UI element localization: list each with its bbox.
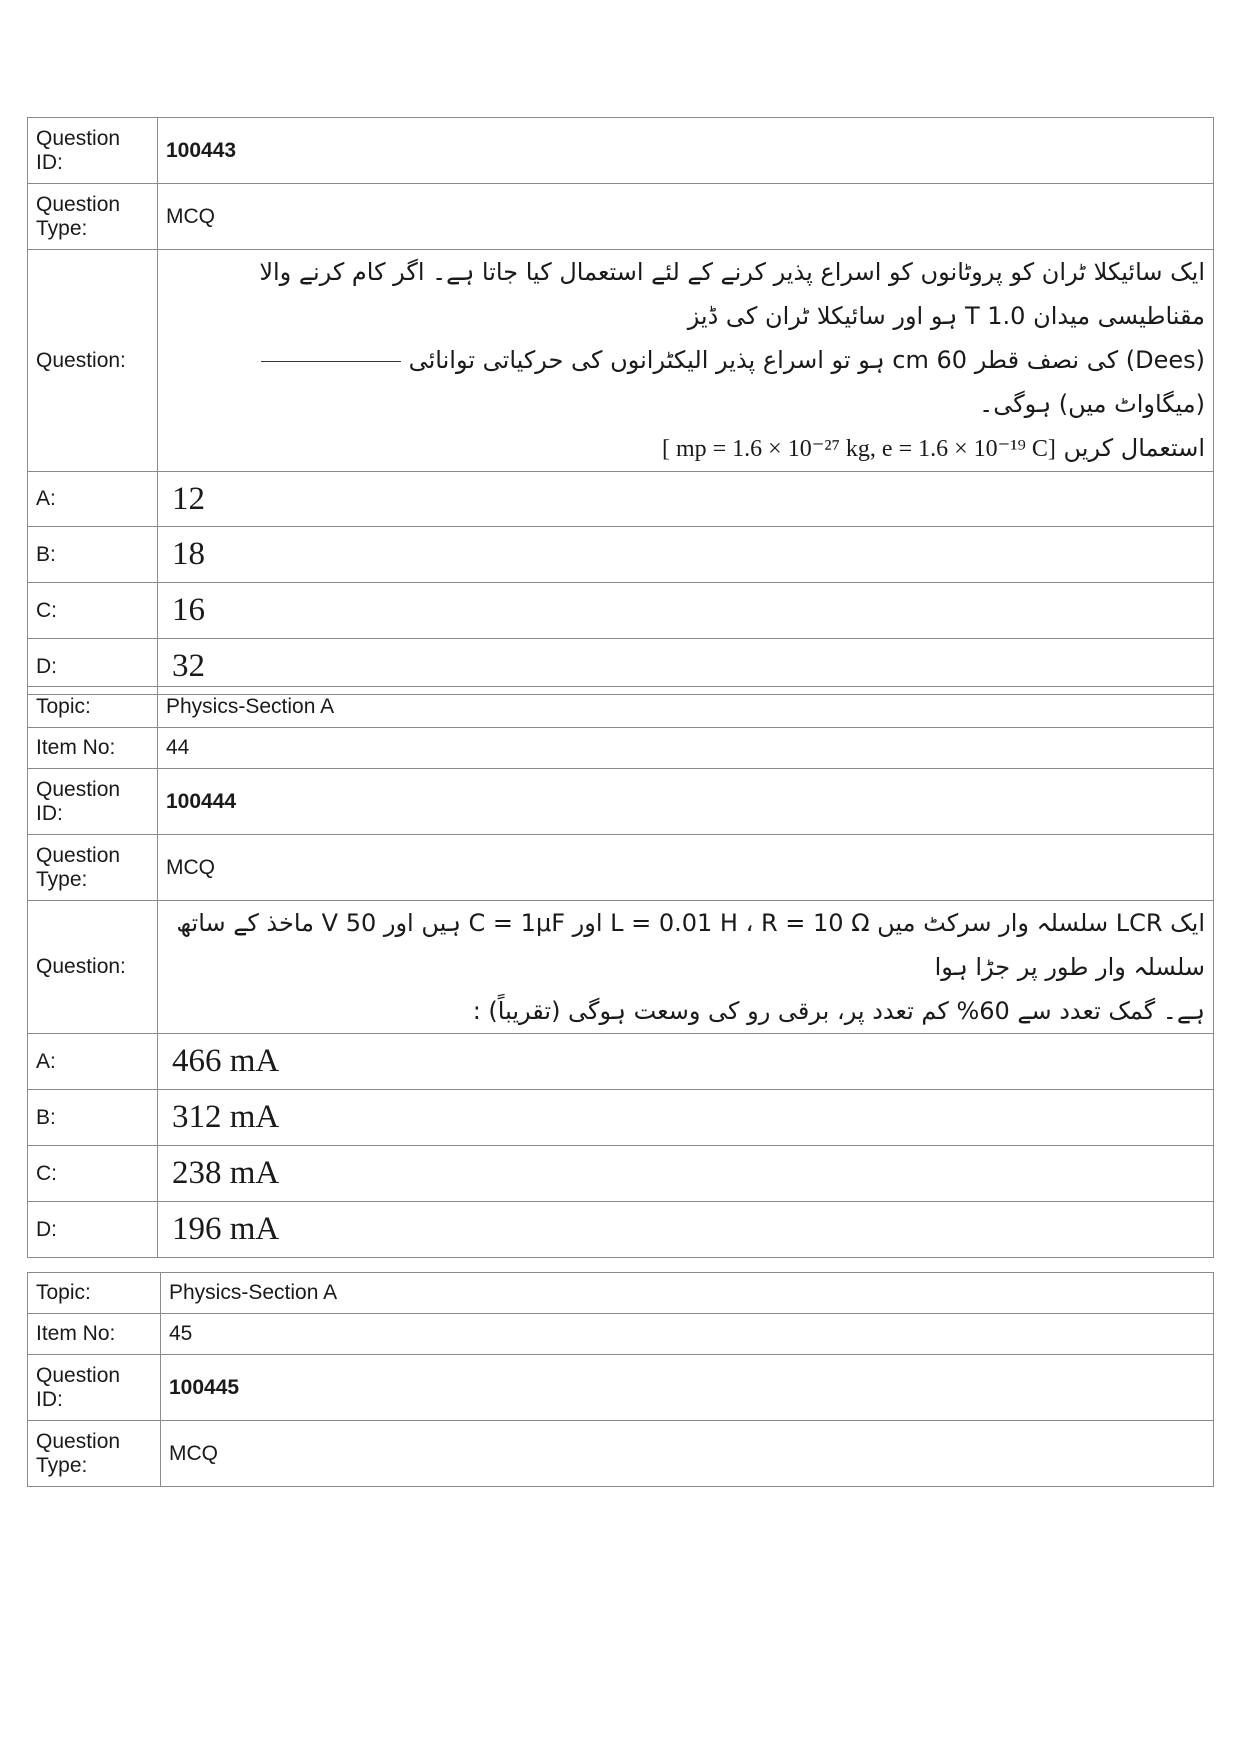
question-row (28, 901, 1214, 1034)
topic-row (28, 1273, 1214, 1314)
question-id-value: 100445 (161, 1355, 1214, 1421)
question-id-value: 100444 (158, 769, 1214, 835)
question-text (158, 250, 1214, 472)
option-label: A: (28, 472, 158, 527)
option-value: 16 (158, 583, 1214, 639)
question-type-row (28, 835, 1214, 901)
item-no-row (28, 728, 1214, 769)
question-row (28, 250, 1214, 472)
question-formula: [ mp = 1.6 × 10⁻²⁷ kg, e = 1.6 × 10⁻¹⁹ C] (661, 436, 1056, 462)
question-label: Question: (28, 901, 158, 1034)
question-type-label: Question Type: (28, 184, 158, 250)
option-value: 466 mA (158, 1034, 1214, 1090)
option-label: D: (28, 639, 158, 695)
topic-value: Physics-Section A (161, 1273, 1214, 1314)
topic-value: Physics-Section A (158, 687, 1214, 728)
question-type-value: MCQ (161, 1421, 1214, 1487)
question-id-value: 100443 (158, 118, 1214, 184)
option-row-c (28, 583, 1214, 639)
question-label: Question: (28, 250, 158, 472)
option-label: C: (28, 1146, 158, 1202)
topic-label: Topic: (28, 687, 158, 728)
topic-row (28, 687, 1214, 728)
question-text (158, 901, 1214, 1034)
option-label: B: (28, 1090, 158, 1146)
option-value: 18 (158, 527, 1214, 583)
option-value: 12 (158, 472, 1214, 527)
option-row-a (28, 1034, 1214, 1090)
question-line-2b: (میگاواٹ میں) ہوگی۔ (979, 390, 1205, 418)
option-value: 196 mA (158, 1202, 1214, 1258)
question-line-1: ایک سائیکلا ٹران کو پروٹانوں کو اسراع پذیر کرنے کے لئے استعمال کیا جاتا ہے۔ اگر کام کرنے والا مقناطیسی میدان 1.0 T ہو اور سائیکلا ٹران کی ڈیز (259, 258, 1205, 330)
option-label: A: (28, 1034, 158, 1090)
item-no-value: 45 (161, 1314, 1214, 1355)
question-type-label: Question Type: (28, 835, 158, 901)
option-value: 312 mA (158, 1090, 1214, 1146)
question-id-label: Question ID: (28, 118, 158, 184)
question-type-row (28, 184, 1214, 250)
topic-label: Topic: (28, 1273, 161, 1314)
question-line-2: ہے۔ گمک تعدد سے 60% کم تعدد پر، برقی رو کی وسعت ہوگی (تقریباً) : (472, 997, 1205, 1025)
question-line-2 (166, 338, 1205, 426)
item-no-row (28, 1314, 1214, 1355)
question-line-2a: (Dees) کی نصف قطر 60 cm ہو تو اسراع پذیر الیکٹرانوں کی حرکیاتی توانائی (408, 346, 1205, 374)
option-value: 32 (158, 639, 1214, 695)
option-row-a (28, 472, 1214, 527)
item-no-label: Item No: (28, 728, 158, 769)
question-id-label: Question ID: (28, 1355, 161, 1421)
option-label: B: (28, 527, 158, 583)
question-type-row (28, 1421, 1214, 1487)
question-id-row (28, 1355, 1214, 1421)
question-block-100444 (27, 686, 1214, 1258)
option-value: 238 mA (158, 1146, 1214, 1202)
item-no-value: 44 (158, 728, 1214, 769)
question-line-3 (166, 426, 1205, 471)
question-id-label: Question ID: (28, 769, 158, 835)
question-id-row (28, 769, 1214, 835)
question-line-1: ایک LCR سلسلہ وار سرکٹ میں L = 0.01 H ، R = 10 Ω اور C = 1μF ہیں اور 50 V ماخذ کے ساتھ سلسلہ وار طور پر جڑا ہوا (176, 909, 1205, 981)
option-row-b (28, 1090, 1214, 1146)
question-block-100445 (27, 1272, 1214, 1487)
question-type-value: MCQ (158, 835, 1214, 901)
answer-blank (261, 360, 401, 362)
item-no-label: Item No: (28, 1314, 161, 1355)
question-type-value: MCQ (158, 184, 1214, 250)
option-row-d (28, 1202, 1214, 1258)
question-type-label: Question Type: (28, 1421, 161, 1487)
option-row-c (28, 1146, 1214, 1202)
question-block-100443 (27, 117, 1214, 695)
option-row-b (28, 527, 1214, 583)
question-line-3-text: استعمال کریں (1063, 434, 1205, 462)
question-id-row (28, 118, 1214, 184)
option-label: C: (28, 583, 158, 639)
option-label: D: (28, 1202, 158, 1258)
